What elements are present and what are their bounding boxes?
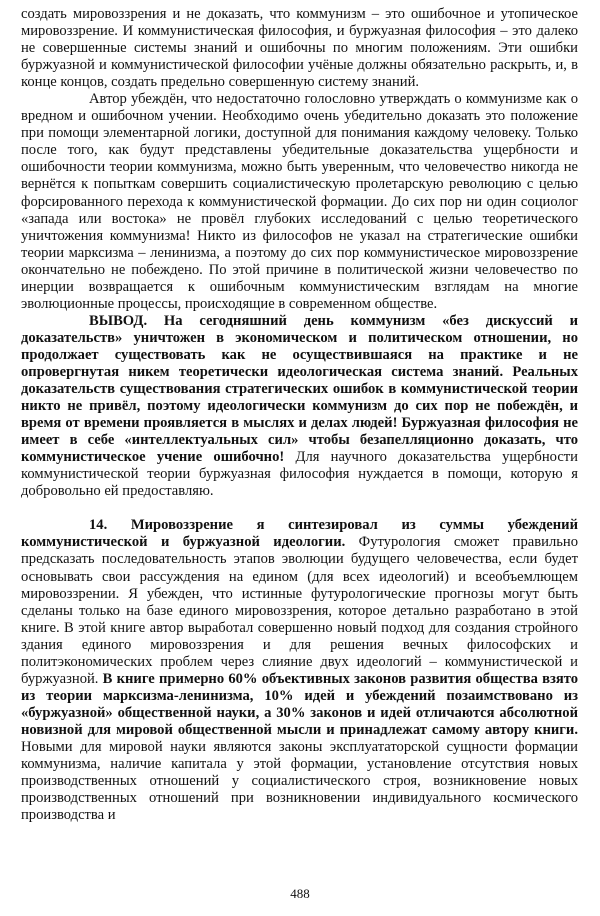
paragraph-author-argument: Автор убеждён, что недостаточно голословно утверждать о коммунизме как о вредном и ошибочном учении. Необходимо очень убедительно доказать это положение при помощи элементарной логики, доступной для понимания каждому человеку. Только после того, как будут представлены убедительные доказательства ущербности и ошибочности теории коммунизма, можно быть уверенным, что человечество никогда не вернётся к попыткам совершить социалистическую пролетарскую революцию с целью форсированного перехода к коммунистической формации. До сих пор ни один социолог «запада или востока» не провёл глубоких исследований с целью теоретического уничтожения коммунизма! Никто из философов не указал на стратегические ошибки теории марксизма – ленинизма, а поэтому до сих пор коммунистическое мировоззрение окончательно не побеждено. По этой причине в политической жизни человечество по инерции возвращается к ошибочным коммунистическим взглядам на многие эволюционные процессы, происходящие в современном обществе. <box>21 91 578 312</box>
section-14-heading: 14. Мировоззрение я синтезировал из суммы убеждений коммунистической и буржуазной идеологии. <box>21 517 578 551</box>
section-14-bold-claim: В книге примерно 60% объективных законов развития общества взято из теории марксизма-ленинизма, 10% идей и убеждений позаимствовано из «буржуазной» общественной науки, а 30% законов и идей отличаются абсолютной новизной для мировой общественной мысли и принадлежат самому автору книги. <box>21 670 578 738</box>
page-number: 488 <box>290 886 310 901</box>
conclusion-regular-text: Для научного доказательства ущербности коммунистической теории буржуазная философия нуждается в помощи, которую я добровольно ей предоставляю. <box>21 449 578 500</box>
section-14-text-2: Новыми для мировой науки являются законы эксплуататорской сущности формации коммунизма, наличие капитала у этой формации, установление отсутствия новых производственных отношений у социалистического строя, возникновение новых производственных отношений при возникновении индивидуального космического производства и <box>21 738 578 824</box>
paragraph-intro: создать мировоззрения и не доказать, что коммунизм – это ошибочное и утопическое мировоззрение. И коммунистическая философия, и буржуазная философия – это далеко не совершенные системы знаний и ошибочны по многим положениям. Эти ошибки буржуазной и коммунистической философии учёные должны обязательно раскрыть, и, в конце концов, создать предельно совершенную систему знаний. <box>21 6 578 91</box>
section-gap <box>21 500 578 517</box>
conclusion-bold-text: ВЫВОД. На сегодняшний день коммунизм «без дискуссий и доказательств» уничтожен в экономическом и политическом отношении, но продолжает существовать как не осуществившаяся на практике и не опровергнутая никем теоретически идеологическая система знаний. Реальных доказательств существования стратегических ошибок в коммунистической теории никто не привёл, поэтому идеологически коммунизм до сих пор не побеждён, и время от времени проявляется в мыслях и делах людей! Буржуазная философия не имеет в себе «интеллектуальных сил» чтобы безапелляционно доказать, что коммунистическое учение ошибочно! <box>21 312 578 466</box>
paragraph-conclusion <box>21 313 578 501</box>
paragraph-section-14 <box>21 517 578 824</box>
section-14-text-1: Футурология сможет правильно предсказать последовательность этапов эволюции будущего человечества, если будет основывать свои рассуждения на едином (для всех идеологий) и всеобъемлющем мировоззрении. Я убежден, что истинные футурологические прогнозы могут быть сделаны только на базе единого мировоззрения, которое детально разработано в этой книге. В этой книге автор выработал совершенно новый подход для создания стройного здания единого мировоззрения и для решения вечных философских и политэкономических проблем через слияние двух идеологий – коммунистической и буржуазной. <box>21 534 578 687</box>
